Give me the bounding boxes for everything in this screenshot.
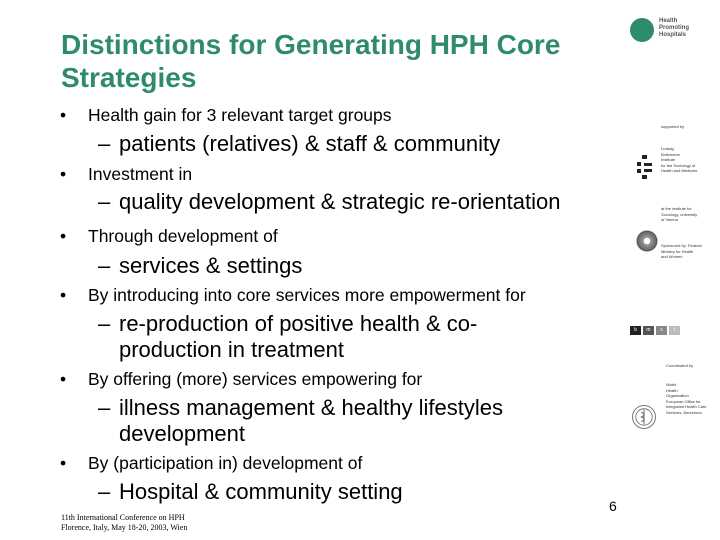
bullet-glyph: • [60, 369, 67, 389]
sub-bullet-text: services & settings [119, 253, 303, 278]
bullet-item [60, 164, 192, 184]
sub-bullet-item [98, 311, 518, 363]
sub-bullet-item [98, 131, 538, 157]
who-line: European Office for [666, 398, 701, 404]
bmst-logo [630, 318, 682, 336]
who-emblem-icon [632, 405, 656, 429]
dash-glyph: – [98, 395, 111, 420]
logo-line-2: Promoting [659, 25, 689, 31]
footer-line-2: Florence, Italy, May 18-20, 2003, Wien [61, 523, 188, 532]
sub-bullet-text: Hospital & community setting [119, 479, 403, 504]
dash-glyph: – [98, 131, 111, 156]
bmst-letter: m [643, 326, 654, 335]
ministry-text [661, 243, 701, 260]
bullet-item [60, 369, 422, 389]
footer-line-1: 11th International Conference on HPH [61, 513, 185, 522]
coordinated-by-label: Coordinated by [666, 363, 694, 368]
logo-line-1: Health [659, 18, 678, 24]
bullet-text: By introducing into core services more empowerment for [88, 285, 526, 305]
lbi-line: Health and Medicine [661, 168, 698, 173]
who-text [666, 382, 706, 415]
who-line: Integrated Health Care [666, 404, 707, 409]
bullet-text: Investment in [88, 164, 193, 184]
dash-glyph: – [98, 253, 111, 278]
sub-bullet-item [98, 189, 618, 215]
bullet-glyph: • [60, 164, 67, 184]
logo-line-3: Hospitals [659, 32, 687, 38]
who-line: Organization [666, 393, 689, 398]
university-line: at the institute for [661, 206, 692, 211]
sub-bullet-text: patients (relatives) & staff & community [119, 131, 501, 156]
sub-bullet-item [98, 253, 538, 279]
bmst-letter: b [630, 326, 641, 335]
hph-logo-text [659, 18, 689, 39]
ministry-seal-icon [636, 230, 658, 252]
bullet-item [60, 226, 278, 246]
who-line: Health [666, 387, 678, 393]
bullet-item [60, 453, 362, 473]
who-line: World [666, 382, 677, 387]
university-line: Sociology, university [661, 211, 698, 217]
lbi-line: for the Sociology of [661, 162, 696, 168]
lbi-line: Boltzmann [661, 151, 680, 157]
lbi-line: Ludwig [661, 146, 674, 151]
bullet-text: By (participation in) development of [88, 453, 363, 473]
bmst-letter: s [656, 326, 667, 335]
who-line: Services, Barcelona [666, 409, 702, 415]
ministry-line: and Women [661, 254, 683, 259]
sub-bullet-item [98, 395, 543, 447]
bullet-text: By offering (more) services empowering for [88, 369, 423, 389]
lbi-line: Institute [661, 157, 676, 162]
sub-bullet-item [98, 479, 538, 505]
slide-title: Distinctions for Generating HPH Core Strategies [61, 29, 561, 93]
sub-bullet-text: re-production of positive health & co-production in treatment [119, 311, 478, 362]
bullet-text: Through development of [88, 226, 278, 246]
bullet-item [60, 105, 392, 125]
dash-glyph: – [98, 479, 111, 504]
sub-bullet-text: quality development & strategic re-orientation [119, 189, 561, 214]
lbi-emblem-icon [637, 155, 652, 179]
ministry-line: Sponsored by: Federal [661, 243, 702, 248]
sub-bullet-text: illness management & healthy lifestyles development [119, 395, 503, 446]
bullet-glyph: • [60, 285, 67, 305]
ministry-line: Ministry for Health [661, 248, 694, 254]
bullet-text: Health gain for 3 relevant target groups [88, 105, 392, 125]
bullet-glyph: • [60, 226, 67, 246]
supported-by-label: supported by [661, 124, 685, 129]
lbi-text [661, 146, 697, 174]
bullet-glyph: • [60, 105, 67, 125]
bullet-item [60, 285, 526, 305]
bullet-glyph: • [60, 453, 67, 473]
dash-glyph: – [98, 189, 111, 214]
bmst-letter: f [669, 326, 680, 335]
university-line: of Vienna [661, 217, 678, 222]
university-text [661, 206, 697, 223]
page-number: 6 [609, 498, 617, 514]
dash-glyph: – [98, 311, 111, 336]
hph-logo-circle-icon [630, 18, 654, 42]
footer [61, 513, 187, 533]
